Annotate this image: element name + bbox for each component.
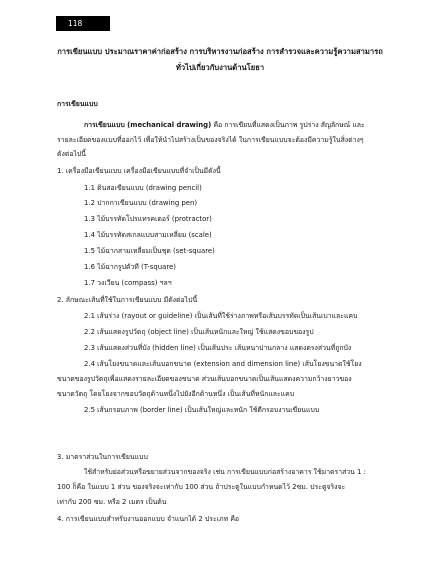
intro-line-2: รายละเอียดของแบบที่ออกไว้ เพื่อให้นำไปสร้างเป็นของจริงได้ ในการเขียนแบบจะต้องมีความรู้ในสิ่งต่างๆ: [57, 136, 364, 144]
tool-item: 1.6 ไม้ฉากรูปตัวที (T-square): [84, 263, 176, 271]
tool-item: 1.1 ดินสอเขียนแบบ (drawing pencil): [84, 184, 202, 192]
intro-term: การเขียนแบบ (mechanical drawing): [84, 121, 212, 129]
line-type-item: 2.3 เส้นแสดงส่วนที่บัง (hidden line) เป็นเส้นประ เส้นหนาปานกลาง แสดงตรงส่วนที่ถูกบัง: [84, 344, 352, 352]
intro-line-3: ดังต่อไปนี้: [57, 150, 87, 158]
tool-item: 1.2 ปากกาเขียนแบบ (drawing pen): [84, 199, 198, 207]
list-item-2: 2. ลักษณะเส้นที่ใช้ในการเขียนแบบ มีดังต่อไปนี้: [57, 296, 198, 304]
list-item-4: 4. การเขียนแบบสำหรับงานออกแบบ จำแนกได้ 2 ประเภท คือ: [57, 515, 240, 523]
tool-item: 1.4 ไม้บรรทัดสเกลแบบสามเหลี่ยม (scale): [84, 231, 212, 239]
page-title-line-1: การเขียนแบบ ประมาณราคาค่าก่อสร้าง การบริหารงานก่อสร้าง การสำรวจและความรู้ความสามารถ: [57, 47, 383, 56]
page-title-line-2: ทั่วไปเกี่ยวกับงานด้านโยธา: [175, 63, 265, 72]
line-type-item: 2.2 เส้นแสดงรูปวัตถุ (object line) เป็นเส้นหนักและใหญ่ ใช้แสดงขอบของรูป: [84, 328, 314, 336]
list-item-1: 1. เครื่องมือเขียนแบบ เครื่องมือเขียนแบบที่จำเป็นมีดังนี้: [57, 167, 221, 175]
page-number: 118: [56, 16, 110, 31]
scale-text-line-3: เท่ากับ 200 ซม. หรือ 2 เมตร เป็นต้น: [57, 498, 167, 506]
section-heading: การเขียนแบบ: [57, 100, 98, 108]
tool-item: 1.3 ไม้บรรทัดโปรแทรคเตอร์ (protractor): [84, 215, 212, 223]
scale-text-line-1: ใช้สำหรับย่อส่วนหรือขยายส่วนจากของจริง เช่น การเขียนแบบก่อสร้างอาคาร ใช้มาตราส่วน 1 :: [84, 468, 366, 476]
line-type-item: 2.4 เส้นโยงขนาดและเส้นบอกขนาด (extension and dimension line) เส้นโยงขนาดใช้โยง: [84, 360, 362, 368]
scale-text-line-2: 100 ก็คือ ในแบบ 1 ส่วน ของจริงจะเท่ากับ 100 ส่วน ถ้าประตูในแบบกำหนดไว้ 2ซม. ประตูจริงจะ: [57, 483, 346, 491]
line-type-item: 2.1 เส้นร่าง (rayout or guideline) เป็นเส้นที่ใช้ร่างภาพหรือเส้นบรรทัดเป็นเส้นเบาและแคบ: [84, 312, 358, 320]
intro-rest: คือ การเขียนที่แสดงเป็นภาพ รูปร่าง สัญลักษณ์ และ: [211, 121, 365, 129]
page-title: [40, 44, 400, 76]
tool-item: 1.7 วงเวียน (compass) ฯลฯ: [84, 279, 172, 287]
list-item-3: 3. มาตราส่วนในการเขียนแบบ: [57, 453, 148, 461]
line-type-item: 2.5 เส้นกรอบภาพ (border line) เป็นเส้นใหญ่และหนัก ใช้ตีกรอบงานเขียนแบบ: [84, 406, 320, 414]
tool-item: 1.5 ไม้ฉากสามเหลี่ยมเป็นชุด (set-square): [84, 247, 215, 255]
intro-line-1: [84, 120, 365, 130]
line-type-continuation: ขนาดวัตถุ โดยโยงจากขอบวัตถุด้านหนึ่งไปยังอีกด้านหนึ่ง เป็นเส้นที่หนักและแคบ: [57, 390, 295, 398]
line-type-continuation: ขนาดของรูปวัตถุเพื่อแสดงรายละเอียดของขนาด ส่วนเส้นบอกขนาดเป็นเส้นแสดงความกว้างยาวของ: [57, 375, 352, 383]
